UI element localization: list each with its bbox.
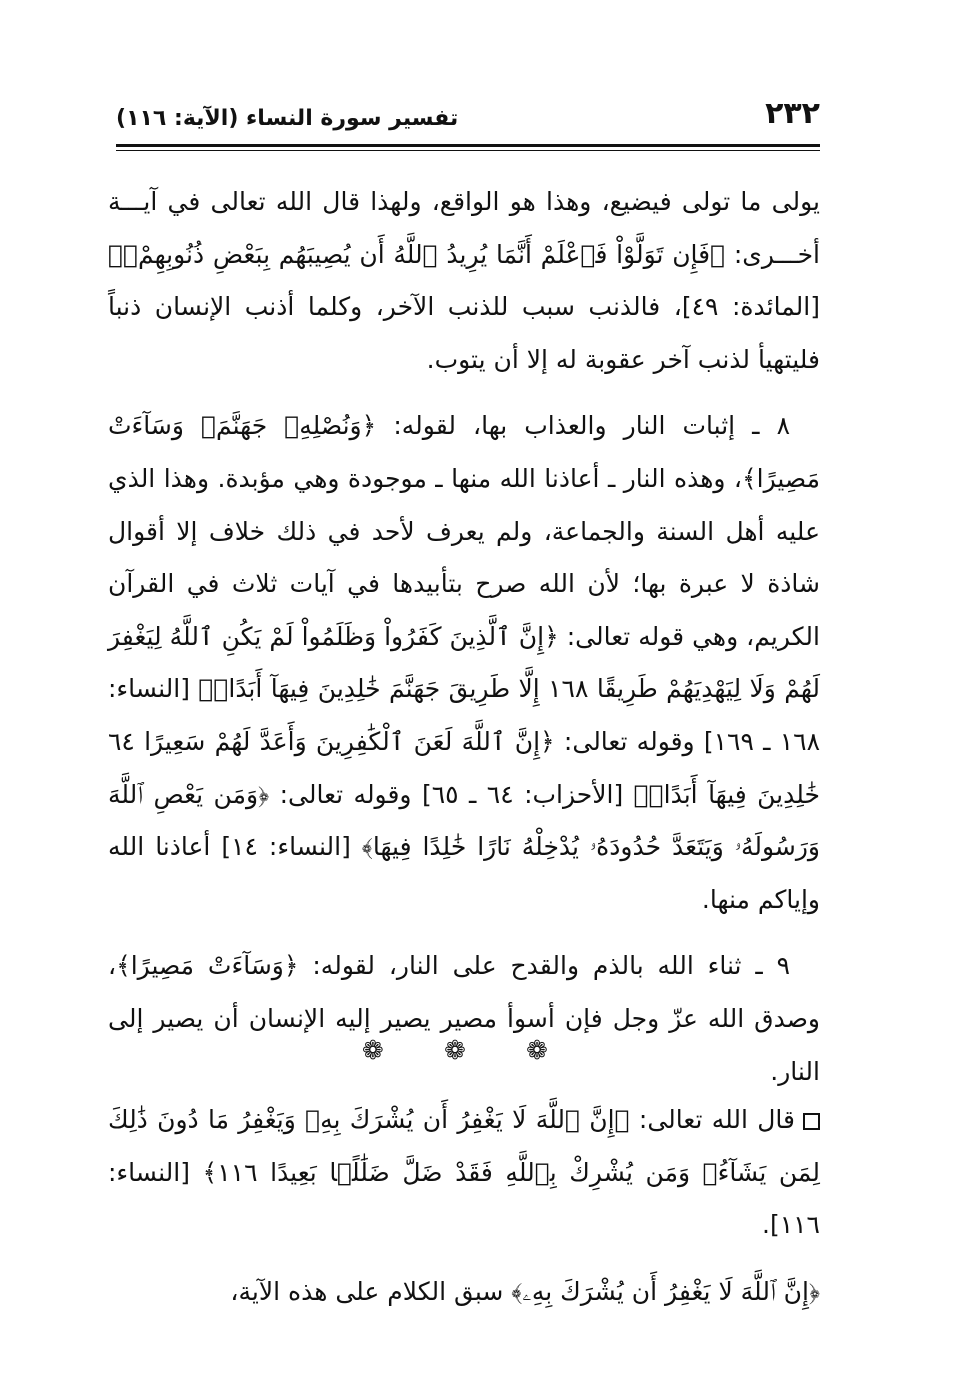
ornament-icon: ❁ [526, 1036, 566, 1066]
ornament-icon: ❁ [444, 1036, 484, 1066]
page-number: ٢٣٢ [765, 96, 820, 131]
section-divider [108, 1036, 820, 1066]
ornament-icon: ❁ [362, 1036, 402, 1066]
commentary-start: ﴿إِنَّ ٱللَّهَ لَا يَغْفِرُ أَن يُشْرَكَ بِهِۦ﴾ سبق الكلام على هذه الآية، [230, 1276, 820, 1306]
verse-section [108, 1094, 820, 1318]
running-title: تفسير سورة النساء (الآية: ١١٦) [116, 106, 459, 131]
header-rule-thick [116, 144, 820, 147]
page-header [116, 92, 820, 148]
paragraph-point-9: ٩ ـ ثناء الله بالذم والقدح على النار، لقوله: ﴿وَسَآءَتْ مَصِيرًا﴾، وصدق الله عزّ وجل فإن أسوأ مصير يصير إليه الإنسان أن يصير إلى النار. [108, 951, 820, 1086]
square-marker-icon [803, 1113, 820, 1130]
main-text [108, 176, 820, 1098]
verse-text: قال الله تعالى: ﴿إِنَّ ٱللَّهَ لَا يَغْفِرُ أَن يُشْرَكَ بِهِۦ وَيَغْفِرُ مَا دُونَ ذَٰلِكَ لِمَن يَشَآءُۚ وَمَن يُشْرِكْ بِٱللَّهِ فَقَدْ ضَلَّ ضَلَٰلًۢا بَعِيدًا ١١٦﴾ [النساء: ١١٦]. [108, 1105, 820, 1240]
verse-block [108, 1094, 820, 1252]
paragraph-point-8: ٨ ـ إثبات النار والعذاب بها، لقوله: ﴿وَنُصْلِهِۦ جَهَنَّمَۖ وَسَآءَتْ مَصِيرًا﴾، وهذه النار ـ أعاذنا الله منها ـ موجودة وهي مؤبدة. وهذا الذي عليه أهل السنة والجماعة، ولم يعرف لأحد في ذلك خلاف إلا أقوال شاذة لا عبرة بها؛ لأن الله صرح بتأبيدها في آيات ثلاث في القرآن الكريم، وهي قوله تعالى: ﴿إِنَّ ٱلَّذِينَ كَفَرُواْ وَظَلَمُواْ لَمْ يَكُنِ ٱللَّهُ لِيَغْفِرَ لَهُمْ وَلَا لِيَهْدِيَهُمْ طَرِيقًا ١٦٨ إِلَّا طَرِيقَ جَهَنَّمَ خَٰلِدِينَ فِيهَآ أَبَدًاۚ﴾ [النساء: ١٦٨ ـ ١٦٩] وقوله تعالى: ﴿إِنَّ ٱللَّهَ لَعَنَ ٱلْكَٰفِرِينَ وَأَعَدَّ لَهُمْ سَعِيرًا ٦٤ خَٰلِدِينَ فِيهَآ أَبَدًاۖ﴾ [الأحزاب: ٦٤ ـ ٦٥] وقوله تعالى: ﴿وَمَن يَعْصِ ٱللَّهَ وَرَسُولَهُۥ وَيَتَعَدَّ حُدُودَهُۥ يُدْخِلْهُ نَارًا خَٰلِدًا فِيهَا﴾ [النساء: ١٤] أعاذنا الله وإياكم منها. [108, 411, 821, 914]
paragraph-1: يولى ما تولى فيضيع، وهذا هو الواقع، ولهذا قال الله تعالى في آيـــة أخـــرى: ﴿فَإِن تَوَلَّوْاْ فَٱعْلَمْ أَنَّمَا يُرِيدُ ٱللَّهُ أَن يُصِيبَهُم بِبَعْضِ ذُنُوبِهِمْۗ﴾ [المائدة: ٤٩]، فالذنب سبب للذنب الآخر، وكلما أذنب الإنسان ذنباً فليتهيأ لذنب آخر عقوبة له إلا أن يتوب. [108, 187, 820, 374]
header-rule-thin [116, 150, 820, 151]
